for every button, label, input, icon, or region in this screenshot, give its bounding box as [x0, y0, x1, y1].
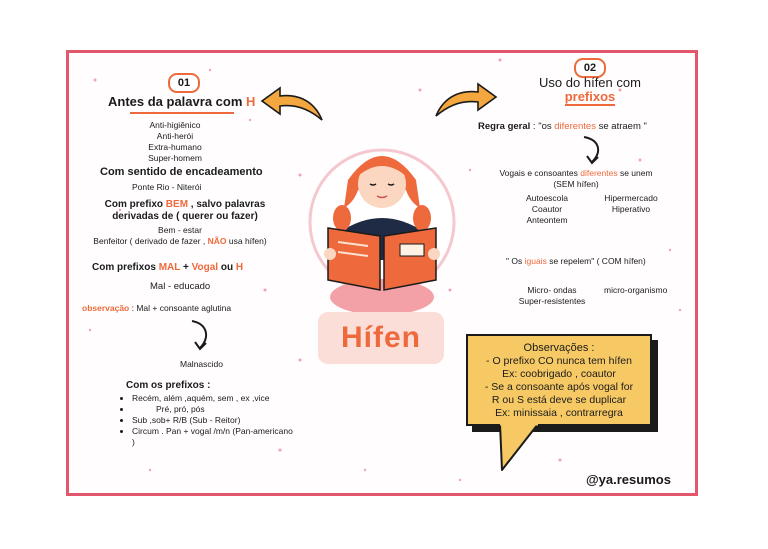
list-item: • Sub ,sob+ R/B (Sub - Reitor): [132, 415, 298, 426]
curved-down-arrow-icon: [578, 134, 608, 168]
section-number-badge-02: 02: [574, 58, 606, 78]
section-heading-antes-h: [108, 94, 255, 109]
mal-rule-text: +: [180, 262, 192, 273]
observacoes-line: R ou S está deve se duplicar: [491, 394, 627, 406]
heading-h: H: [246, 94, 256, 109]
example-text: Benfeitor ( derivado de fazer ,: [93, 236, 208, 246]
author-handle: @ya.resumos: [586, 472, 671, 487]
vogais-text: se unem: [617, 168, 653, 178]
vogal-word: Vogal: [191, 262, 219, 273]
prefixos-title: Com os prefixos :: [126, 380, 211, 391]
example-item: Hipermercado: [604, 193, 658, 203]
observacoes-line: - Se a consoante após vogal for: [484, 381, 634, 393]
bem-rule-text: , salvo palavras: [188, 199, 266, 210]
vogais-rule: [486, 168, 666, 190]
example-item: Autoescola: [525, 193, 569, 203]
vogais-word: diferentes: [580, 168, 618, 178]
h-word: H: [235, 262, 244, 273]
regra-text: se atraem ": [595, 121, 647, 132]
regra-word: diferentes: [554, 121, 596, 132]
example-item: Extra-humano: [148, 142, 202, 152]
example-item: Super-resistentes: [518, 296, 586, 306]
observacoes-callout: [466, 334, 652, 426]
section-number-badge-01: 01: [168, 73, 200, 93]
regra-label: Regra geral: [478, 121, 531, 132]
heading-prefixos: [528, 90, 652, 104]
mal-word: MAL: [158, 262, 181, 273]
observacoes-line: - O prefixo CO nunca tem hífen: [486, 355, 632, 367]
curved-down-arrow-icon: [186, 318, 216, 354]
iguais-text: se repelem" ( COM hífen): [546, 256, 646, 266]
example-item: micro-organismo: [604, 285, 668, 295]
bem-examples: [90, 225, 270, 247]
bem-word: BEM: [165, 199, 189, 210]
heading-line: Uso do hífen com: [539, 75, 641, 90]
main-title: Hífen: [318, 312, 444, 364]
section-heading-uso-hifen: [528, 76, 652, 104]
regra-text: : "os: [530, 121, 555, 132]
left-curved-arrow-icon: [258, 82, 328, 126]
girl-reading-book-illustration: [302, 132, 462, 322]
mal-rule-text: ou: [218, 262, 236, 273]
mal-example: Mal - educado: [150, 281, 211, 292]
bem-rule-text: derivadas de ( querer ou fazer): [112, 211, 258, 222]
observacao-label: observação: [82, 303, 130, 313]
list-item: • Recém, além ,aquém, sem , ex ,vice: [132, 393, 298, 404]
observacoes-line: Ex: minissaia , contrarregra: [495, 407, 623, 419]
heading-underline: [130, 112, 234, 114]
observacoes-title: Observações :: [523, 342, 595, 354]
iguais-word: iguais: [524, 256, 547, 266]
encadeamento-title: Com sentido de encadeamento: [100, 166, 263, 178]
example-item: Bem - estar: [158, 225, 202, 235]
example-item: Coautor: [531, 204, 563, 214]
encadeamento-example: Ponte Rio - Niterói: [132, 182, 202, 192]
examples-com-hifen-b: [604, 285, 667, 296]
list-item: • Circum . Pan + vogal /m/n (Pan-americano ): [132, 426, 298, 448]
h-examples-list: [120, 120, 230, 164]
observacoes-line: Ex: coobrigado , coautor: [502, 368, 616, 380]
list-item: • Pré, pró, pós: [132, 404, 298, 415]
observacao-note: [82, 303, 231, 314]
bem-rule-text: Com prefixo: [104, 199, 166, 210]
example-item: [90, 236, 270, 247]
bem-rule: [90, 199, 280, 223]
examples-com-hifen-a: [506, 285, 598, 307]
mal-rule: [92, 262, 243, 274]
heading-text: Antes da palavra com: [108, 94, 246, 109]
examples-sem-hifen-b: [594, 193, 668, 215]
example-item: Anti-higiênico: [149, 120, 201, 130]
examples-sem-hifen-a: [512, 193, 582, 226]
observacao-text: : Mal + consoante aglutina: [129, 303, 232, 313]
example-item: Hiperativo: [611, 204, 651, 214]
example-item: Anteontem: [526, 215, 568, 225]
nao-word: NÃO: [207, 236, 227, 246]
example-text: usa hífen): [226, 236, 267, 246]
example-item: Micro- ondas: [527, 285, 577, 295]
mal-rule-text: Com prefixos: [92, 262, 159, 273]
iguais-text: " Os: [506, 256, 525, 266]
iguais-rule: [506, 256, 646, 267]
regra-geral: [478, 121, 647, 132]
callout-tail: [498, 424, 542, 474]
example-item: Anti-herói: [156, 131, 194, 141]
example-item: Super-homem: [148, 153, 202, 163]
vogais-text: Vogais e consoantes: [499, 168, 581, 178]
prefixos-list: [118, 393, 298, 448]
heading-line: prefixos: [564, 89, 616, 104]
vogais-sub: (SEM hífen): [553, 179, 599, 189]
obs-example: Malnascido: [180, 359, 223, 369]
right-curved-arrow-icon: [430, 78, 500, 122]
